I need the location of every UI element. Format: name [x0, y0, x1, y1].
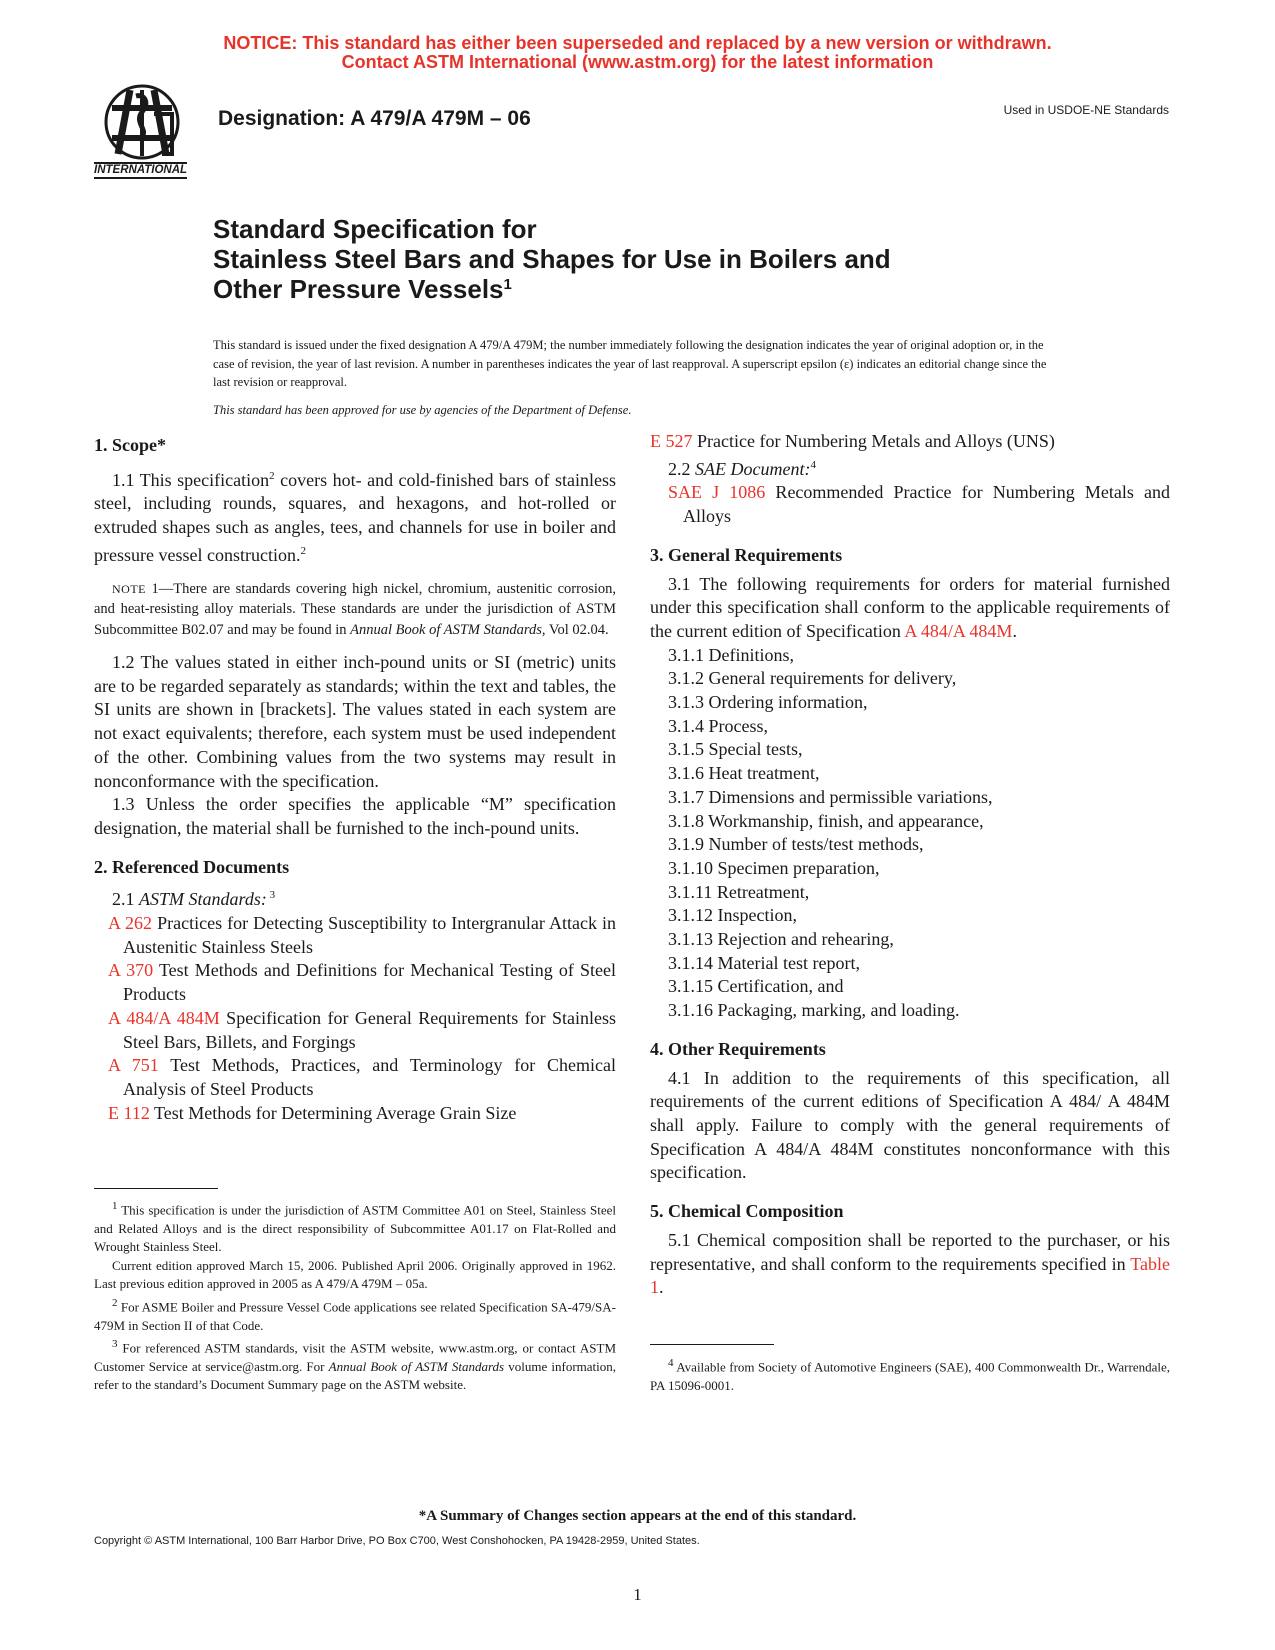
used-in-label: Used in USDOE-NE Standards — [1003, 103, 1169, 117]
requirement-item: 3.1.7 Dimensions and permissible variations, — [668, 786, 993, 807]
referenced-documents-list-cont — [650, 430, 1170, 454]
requirement-item: 3.1.5 Special tests, — [668, 739, 803, 760]
requirement-item: 3.1.4 Process, — [668, 715, 768, 736]
footnote-rule-right — [650, 1344, 774, 1345]
fn1-text: This specification is under the jurisdiction of ASTM Committee A01 on Steel, Stainless Steel and Related Alloys and is the direct responsibility of Subcommittee A01.17 on Flat-Rolled and Wrought Stainless Steel. — [94, 1202, 616, 1255]
referenced-documents-list — [94, 912, 616, 1125]
astm-logo — [92, 84, 196, 184]
fn4-text: Available from Society of Automotive Engineers (SAE), 400 Commonwealth Dr., Warrendale, PA 15096-0001. — [650, 1359, 1170, 1393]
summary-of-changes-note: *A Summary of Changes section appears at the end of this standard. — [418, 1508, 857, 1524]
para-2-2 — [650, 454, 1170, 482]
title-line-3: Other Pressure Vessels — [213, 274, 504, 304]
right-column — [650, 430, 1170, 1300]
fn1-mark: 1 — [112, 1200, 118, 1212]
fn2-mark: 2 — [112, 1296, 118, 1309]
title-line-2: Stainless Steel Bars and Shapes for Use in Boilers and — [213, 244, 891, 274]
section-5-heading: 5. Chemical Composition — [650, 1201, 844, 1222]
copyright: Copyright © ASTM International, 100 Barr Harbor Drive, PO Box C700, West Conshohocken, PA 19428-2959, United States. — [94, 1535, 700, 1547]
para-3-1-end: . — [1012, 620, 1017, 641]
withdrawn-notice — [0, 34, 1275, 72]
para-1-1-a: 1.1 This specification — [112, 469, 270, 490]
requirement-item: 3.1.16 Packaging, marking, and loading. — [668, 1000, 960, 1021]
reference-item — [94, 1007, 616, 1054]
requirement-item: 3.1.10 Specimen preparation, — [668, 857, 880, 878]
notice-line-1: NOTICE: This standard has either been superseded and replaced by a new version or withdrawn. — [223, 33, 1052, 53]
reference-link[interactable]: E 112 — [108, 1102, 150, 1123]
note-label: NOTE — [112, 581, 146, 596]
para-1-3: 1.3 Unless the order specifies the applicable “M” specification designation, the material shall be furnished to the inch-pound units. — [94, 794, 616, 838]
para-2-1-label: ASTM Standards: — [139, 889, 267, 910]
reference-item — [94, 1102, 616, 1126]
fn2-text: For ASME Boiler and Pressure Vessel Code applications see related Specification SA-479/SA-479M in Section II of that Code. — [94, 1299, 616, 1333]
section-2-heading: 2. Referenced Documents — [94, 856, 290, 877]
sae-ref-link[interactable]: SAE J 1086 — [668, 482, 766, 503]
issued-statement: This standard is issued under the fixed designation A 479/A 479M; the number immediately following the designation indicates the year of original adoption or, in the case of revision, the year of last revision. A number in parentheses indicates the year of last reapproval. A superscript epsilon (ε) indicates an editorial change since the last revision or reapproval. — [213, 338, 1047, 389]
left-column — [94, 434, 616, 1125]
para-1-1-b: covers hot- and cold-finished bars of stainless steel, including rounds, squares, and hexagons, and hot-rolled or extruded shapes such as angles, tees, and channels for use in boiler and pressure vessel construction. — [94, 469, 616, 565]
reference-link[interactable]: A 370 — [108, 960, 154, 981]
sae-ref-text: Recommended Practice for Numbering Metals and Alloys — [683, 482, 1170, 527]
spec-a484-link[interactable]: A 484/A 484M — [904, 620, 1013, 641]
logo-text: INTERNATIONAL — [94, 162, 187, 179]
reference-title: Test Methods and Definitions for Mechanical Testing of Steel Products — [123, 960, 616, 1005]
reference-link[interactable]: A 751 — [108, 1055, 159, 1076]
reference-item — [650, 430, 1170, 454]
section-3-heading: 3. General Requirements — [650, 544, 843, 565]
requirements-list — [650, 644, 1170, 1023]
requirement-item: 3.1.9 Number of tests/test methods, — [668, 834, 924, 855]
section-4-heading: 4. Other Requirements — [650, 1038, 826, 1059]
document-title — [213, 214, 1033, 304]
left-footnotes — [94, 1197, 616, 1395]
sae-ref — [650, 481, 1170, 528]
title-footnote-mark: 1 — [503, 276, 512, 293]
footnote-3 — [94, 1335, 616, 1395]
para-5-1 — [650, 1229, 1170, 1300]
requirement-item: 3.1.14 Material test report, — [668, 952, 860, 973]
reference-title: Specification for General Requirements for Stainless Steel Bars, Billets, and Forgings — [123, 1007, 616, 1052]
section-1-heading: 1. Scope* — [94, 435, 166, 455]
notice-line-2: Contact ASTM International (www.astm.org) for the latest information — [341, 52, 934, 72]
fn3-a: For referenced ASTM standards, visit the ASTM website, www.astm.org, or contact ASTM Customer Service at service@astm.org. For — [94, 1340, 616, 1374]
note-1 — [94, 579, 616, 641]
para-4-1: 4.1 In addition to the requirements of this specification, all requirements of the current editions of Specification A 484/ A 484M shall apply. Failure to comply with the general requirements of Specification A 484/A 484M constitutes nonconformance with this specification. — [650, 1067, 1170, 1183]
footnote-rule-left — [94, 1188, 218, 1189]
reference-title: Practices for Detecting Susceptibility to Intergranular Attack in Austenitic Stainless Steels — [123, 913, 616, 957]
reference-item — [94, 959, 616, 1006]
footnote-mark-2: 2 — [269, 469, 275, 482]
reference-link[interactable]: A 262 — [108, 913, 153, 934]
requirement-item: 3.1.12 Inspection, — [668, 905, 797, 926]
para-1-2: 1.2 The values stated in either inch-pound units or SI (metric) units are to be regarded separately as standards; within the text and tables, the SI units are shown in [brackets]. The values stated in each system are not exact equivalents; therefore, each system must be used independent of the other. Combining values from the two systems may result in nonconformance with the specification. — [94, 652, 616, 791]
reference-item — [94, 1054, 616, 1101]
footnote-1b: Current edition approved March 15, 2006. Published April 2006. Originally approved in 1962. Last previous edition approved in 2005 as A 479/A 479M – 05a. — [94, 1257, 616, 1292]
para-5-1-text: 5.1 Chemical composition shall be reported to the purchaser, or his representative, and shall conform to the requirements specified in — [650, 1229, 1170, 1274]
requirement-item: 3.1.13 Rejection and rehearing, — [668, 929, 894, 950]
requirement-item: 3.1.6 Heat treatment, — [668, 763, 820, 784]
fn3-mark: 3 — [112, 1338, 118, 1351]
fn3-b: volume information, refer to the standard’s Document Summary page on the ASTM website. — [94, 1358, 616, 1393]
requirement-item: 3.1.1 Definitions, — [668, 644, 794, 665]
requirement-item: 3.1.8 Workmanship, finish, and appearance, — [668, 810, 984, 831]
footnote-mark-4: 4 — [810, 458, 816, 471]
title-line-1: Standard Specification for — [213, 214, 537, 244]
reference-title: Test Methods for Determining Average Grain Size — [149, 1102, 517, 1123]
para-2-1-num: 2.1 — [112, 889, 139, 910]
table-1-link[interactable]: Table 1 — [650, 1253, 1170, 1298]
requirement-item: 3.1.3 Ordering information, — [668, 692, 868, 713]
requirement-item: 3.1.11 Retreatment, — [668, 881, 810, 902]
para-2-2-num: 2.2 — [668, 458, 695, 479]
para-2-2-label: SAE Document: — [695, 458, 811, 479]
requirement-item: 3.1.15 Certification, and — [668, 976, 844, 997]
dod-approval: This standard has been approved for use by agencies of the Department of Defense. — [213, 403, 632, 417]
para-1-1 — [94, 465, 616, 568]
note-1-b: , Vol 02.04. — [541, 621, 609, 638]
para-2-1 — [94, 884, 616, 912]
note-1-a: 1—There are standards covering high nickel, chromium, austenitic corrosion, and heat-resisting alloy materials. These standards are under the jurisdiction of ASTM Subcommittee B02.07 and may be found in — [94, 580, 616, 638]
note-1-italic: Annual Book of ASTM Standards — [350, 621, 542, 638]
page-number: 1 — [633, 1585, 642, 1604]
footnote-mark-2b: 2 — [300, 544, 306, 557]
para-3-1-text: 3.1 The following requirements for orders for material furnished under this specification shall conform to the applicable requirements of the current edition of Specification — [650, 573, 1170, 641]
reference-link[interactable]: E 527 — [650, 431, 693, 451]
requirement-item: 3.1.2 General requirements for delivery, — [668, 668, 957, 689]
fn3-italic: Annual Book of ASTM Standards — [328, 1358, 505, 1374]
para-3-1 — [650, 573, 1170, 644]
footnote-2 — [94, 1294, 616, 1335]
para-5-1-end: . — [659, 1277, 664, 1298]
footnote-mark-3: 3 — [266, 889, 276, 902]
footnote-1 — [94, 1197, 616, 1257]
title-line-3-wrap — [213, 274, 1033, 304]
reference-item — [94, 912, 616, 959]
fn4-mark: 4 — [668, 1357, 674, 1369]
footnote-4-para — [650, 1354, 1170, 1395]
reference-link[interactable]: A 484/A 484M — [108, 1007, 220, 1028]
footnote-4 — [650, 1354, 1170, 1395]
reference-title: Practice for Numbering Metals and Alloys (UNS) — [692, 431, 1055, 451]
designation: Designation: A 479/A 479M – 06 — [218, 107, 531, 130]
reference-title: Test Methods, Practices, and Terminology for Chemical Analysis of Steel Products — [123, 1055, 616, 1099]
